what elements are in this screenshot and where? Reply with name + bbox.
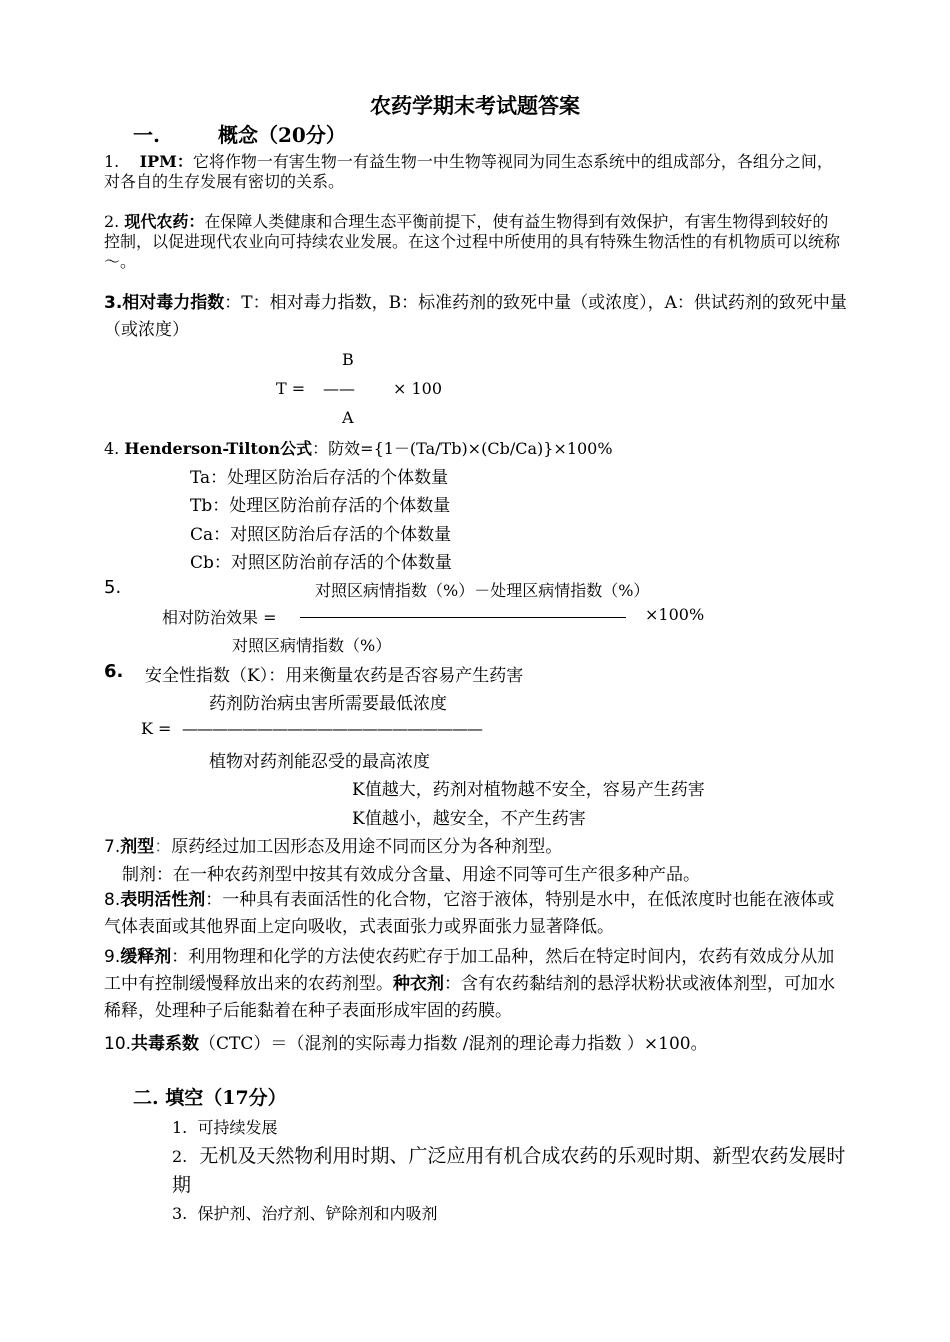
answer-number: 1. — [172, 1118, 188, 1137]
def-ca: Ca：对照区防治后存活的个体数量 — [190, 525, 452, 545]
item6-text: 安全性指数（K）：用来衡量农药是否容易产生药害 — [145, 666, 524, 686]
answer-text: 无机及天然物利用时期、广泛应用有机合成农药的乐观时期、新型农药发展时期 — [172, 1145, 846, 1196]
item-number: 10. — [104, 1034, 132, 1054]
def-ta: Ta：处理区防治后存活的个体数量 — [190, 468, 449, 488]
item-term: 现代农药： — [124, 212, 205, 231]
answer-text: 保护剂、治疗剂、铲除剂和内吸剂 — [197, 1204, 438, 1223]
item-term: 共毒系数 — [131, 1034, 200, 1054]
section2-heading: 二. 填空（17分） — [133, 1087, 287, 1109]
item-text: ：利用物理和化学的方法使农药贮存于加工品种，然后在特定时间内，农药有效成分从加工中有控制缓慢释放出来的农药剂型。 — [104, 947, 835, 994]
formula-t: T = — [276, 379, 306, 398]
answer-text: 可持续发展 — [197, 1118, 278, 1137]
concept-formulation — [104, 832, 562, 857]
item-text: 原药经过加工因形态及用途不同而区分为各种剂型。 — [171, 837, 563, 857]
formula-b: B — [342, 350, 354, 369]
item-text: ：防效={1－(Ta/Tb)×(Cb/Ca)}×100% — [312, 439, 613, 458]
def-cb: Cb：对照区防治前存活的个体数量 — [190, 553, 452, 573]
concept-modern-pesticide — [104, 212, 844, 272]
item6-number: 6. — [104, 661, 124, 682]
item-number: 9. — [104, 947, 121, 967]
item6-numerator: 药剂防治病虫害所需要最低浓度 — [209, 694, 447, 714]
item-text: （CTC）＝（混剂的实际毒力指数 /混剂的理论毒力指数 ）×100。 — [199, 1034, 708, 1054]
concept-henderson-tilton — [104, 436, 613, 459]
concept-relative-toxicity — [104, 290, 849, 344]
item-number: 1. — [104, 152, 120, 171]
page-title: 农药学期末考试题答案 — [370, 93, 580, 118]
item5-denominator: 对照区病情指数（%） — [232, 636, 392, 655]
item5-lhs: 相对防治效果 = — [162, 608, 277, 627]
formula-times: × 100 — [393, 379, 443, 398]
item-colon: ： — [154, 837, 172, 857]
answer-1 — [172, 1115, 277, 1138]
item6-denominator: 植物对药剂能忍受的最高浓度 — [209, 752, 430, 772]
item-text: 它将作物一有害生物一有益生物一中生物等视同为同生态系统中的组成部分，各组分之间，对各自的生存发展有密切的关系。 — [104, 152, 833, 191]
concept-surfactant — [104, 887, 849, 941]
item-number: 2. — [104, 212, 120, 231]
item-number: 7. — [104, 837, 121, 857]
item-number: 4. — [104, 439, 120, 458]
item6-note-small: K值越小，越安全，不产生药害 — [352, 809, 586, 829]
item-text-seed-coating: ：含有农药黏结剂的悬浮状粉状或液体剂型，可加水稀释，处理种子后能黏着在种子表面形成牢固的药膜。 — [104, 974, 835, 1021]
formula-bar: —— — [323, 379, 355, 398]
section1-heading: 概念（20分） — [218, 123, 346, 147]
concept-preparation: 制剂：在一种农药剂型中按其有效成分含量、用途不同等可生产很多种产品。 — [122, 865, 700, 885]
item-number: 3. — [104, 293, 123, 313]
item-term: Henderson-Tilton公式 — [124, 439, 313, 458]
item5-fraction-bar — [300, 617, 626, 618]
item-number: 8. — [104, 890, 121, 910]
item-text: ：一种具有表面活性的化合物，它溶于液体，特别是水中，在低浓度时也能在液体或气体表面或其他界面上定向吸收，式表面张力或界面张力显著降低。 — [104, 890, 835, 937]
answer-3 — [172, 1201, 437, 1224]
answer-2 — [172, 1142, 852, 1199]
concept-slow-release — [104, 944, 849, 1025]
concept-ipm — [104, 152, 844, 192]
item-text: 在保障人类健康和合理生态平衡前提下，使有益生物得到有效保护，有害生物得到较好的控制，以促进现代农业向可持续农业发展。在这个过程中所使用的具有特殊生物活性的有机物质可以统称～。 — [104, 212, 841, 271]
def-tb: Tb：处理区防治前存活的个体数量 — [190, 496, 451, 516]
item5-number: 5. — [104, 577, 122, 598]
item6-note-large: K值越大，药剂对植物越不安全，容易产生药害 — [352, 780, 705, 800]
answer-number: 3. — [172, 1204, 188, 1223]
item-term: IPM： — [139, 152, 193, 171]
item-term: 相对毒力指数 — [122, 293, 225, 313]
item-term-seed-coating: 种衣剂 — [393, 974, 444, 994]
section1-number: 一. — [133, 123, 160, 147]
answer-number: 2. — [172, 1147, 188, 1166]
item-term: 表明活性剂 — [120, 890, 206, 910]
item6-lhs: K = — [141, 719, 172, 738]
formula-a: A — [342, 408, 354, 427]
concept-ctc — [104, 1029, 708, 1054]
item5-numerator: 对照区病情指数（%）－处理区病情指数（%） — [315, 581, 650, 600]
item6-bar: ———————————————————— — [182, 719, 482, 738]
item-term: 剂型 — [120, 837, 155, 857]
item5-times: ×100% — [645, 605, 705, 624]
item-term: 缓释剂 — [120, 947, 172, 967]
item-text: ：T：相对毒力指数，B：标准药剂的致死中量（或浓度），A：供试药剂的致死中量（或浓度） — [104, 293, 847, 340]
